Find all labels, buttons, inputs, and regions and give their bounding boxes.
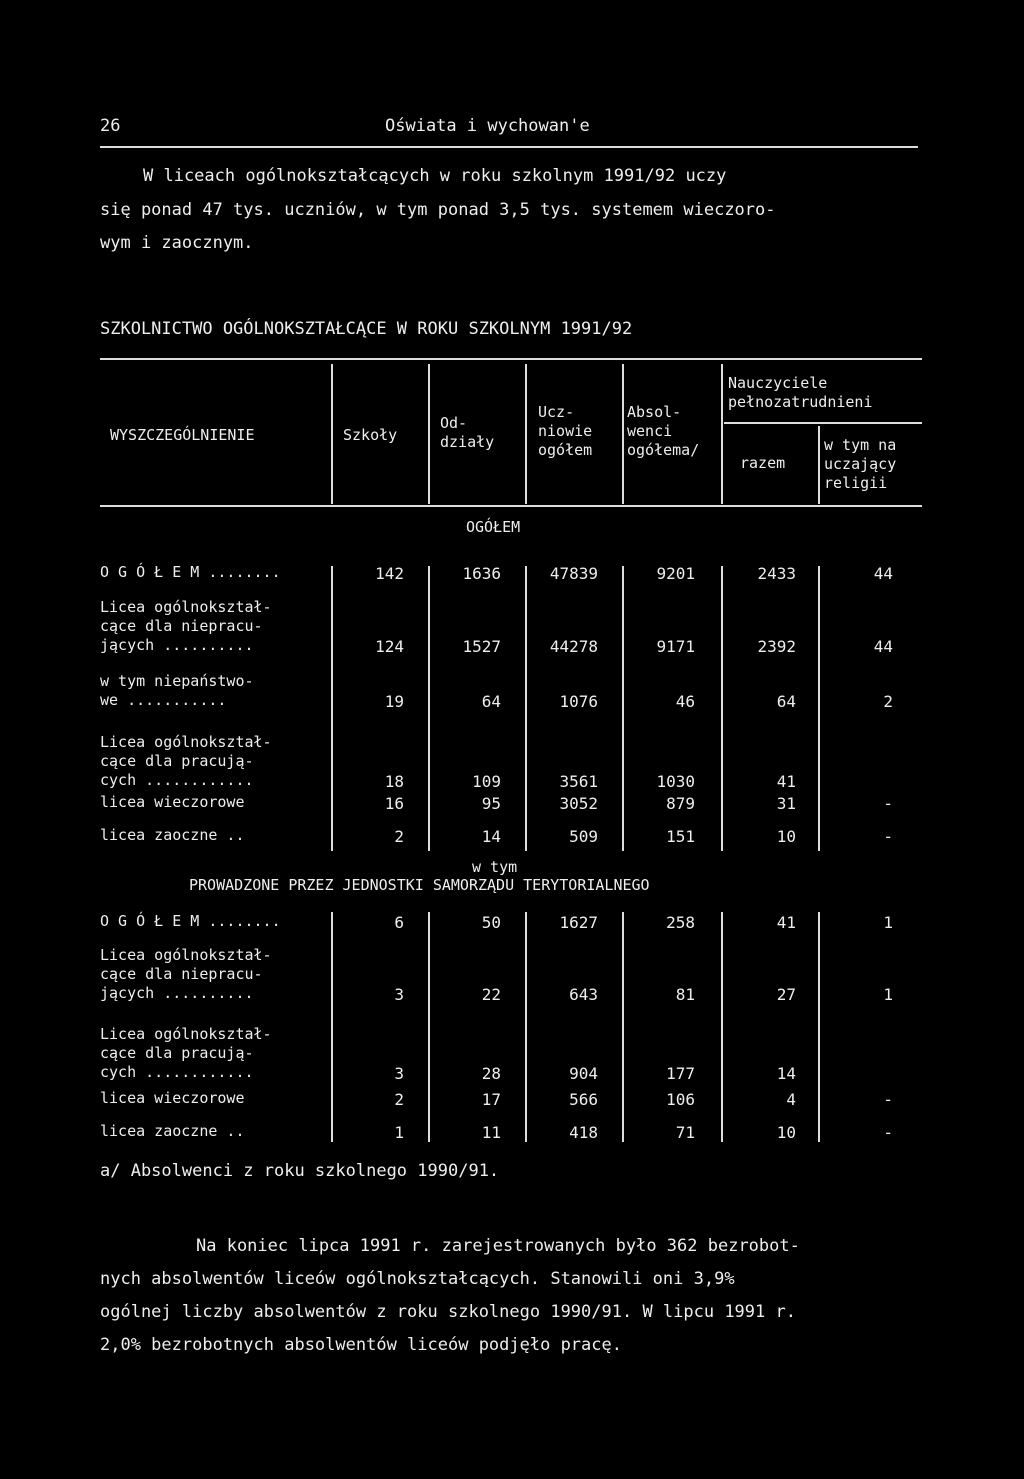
cell-value: 1627 xyxy=(559,913,598,932)
cell-value: 44 xyxy=(873,637,893,656)
intro-line: W liceach ogólnokształcących w roku szkolnym 1991/92 uczy xyxy=(143,166,727,186)
header-uczniowie-l3: ogółem xyxy=(538,441,593,459)
row-label: O G Ó Ł E M ........ xyxy=(100,563,281,581)
col-divider xyxy=(525,912,527,1142)
header-absolwenci xyxy=(627,403,699,460)
header-razem: razem xyxy=(740,454,786,472)
cell-value: 41 xyxy=(776,772,796,791)
cell-value: 2 xyxy=(394,827,404,846)
section-samorzad-wtym: w tym xyxy=(472,858,518,876)
teachers-subrule xyxy=(724,422,922,424)
cell-value: 258 xyxy=(666,913,695,932)
closing-line: ogólnej liczby absolwentów z roku szkolnego 1990/91. W lipcu 1991 r. xyxy=(100,1302,796,1322)
cell-value: 95 xyxy=(481,794,501,813)
header-bottom-rule xyxy=(100,505,922,507)
row-label: Licea ogólnokształ- xyxy=(100,946,272,964)
cell-value: 27 xyxy=(776,985,796,1004)
intro-line: się ponad 47 tys. uczniów, w tym ponad 3,5 tys. systemem wieczoro- xyxy=(100,200,776,220)
cell-value: 19 xyxy=(384,692,404,711)
cell-value: 124 xyxy=(375,637,404,656)
row-label: we ........... xyxy=(100,691,227,709)
cell-value: 109 xyxy=(472,772,501,791)
cell-value: 879 xyxy=(666,794,695,813)
header-oddzialy-l1: Od- xyxy=(440,414,468,432)
cell-value: 71 xyxy=(675,1123,695,1142)
cell-value: 1076 xyxy=(559,692,598,711)
cell-value: 64 xyxy=(481,692,501,711)
closing-line: 2,0% bezrobotnych absolwentów liceów podjęło pracę. xyxy=(100,1335,622,1355)
col-divider xyxy=(525,364,527,504)
col-divider xyxy=(721,364,723,504)
row-label: cych ............ xyxy=(100,771,254,789)
col-divider xyxy=(622,364,624,504)
cell-value: 31 xyxy=(776,794,796,813)
closing-line: nych absolwentów liceów ogólnokształcących. Stanowili oni 3,9% xyxy=(100,1269,735,1289)
col-divider xyxy=(331,566,333,851)
cell-value: 1 xyxy=(394,1123,404,1142)
header-religii xyxy=(824,436,896,493)
intro-line: wym i zaocznym. xyxy=(100,233,254,253)
table-top-rule xyxy=(100,358,922,360)
row-label: Licea ogólnokształ- xyxy=(100,598,272,616)
header-absolwenci-l2: wenci xyxy=(627,422,673,440)
table-title: SZKOLNICTWO OGÓLNOKSZTAŁCĄCE W ROKU SZKOLNYM 1991/92 xyxy=(100,319,633,339)
row-label: licea wieczorowe xyxy=(100,793,245,811)
cell-value: 50 xyxy=(481,913,501,932)
cell-value: 1 xyxy=(883,985,893,1004)
cell-value: 10 xyxy=(776,827,796,846)
col-divider xyxy=(428,912,430,1142)
header-absolwenci-l1: Absol- xyxy=(627,403,682,421)
cell-value: 11 xyxy=(481,1123,501,1142)
header-religii-l1: w tym na xyxy=(824,436,897,454)
cell-value: 3561 xyxy=(559,772,598,791)
section-ogolem-title: OGÓŁEM xyxy=(466,518,521,536)
row-label: licea wieczorowe xyxy=(100,1089,245,1107)
header-rule xyxy=(100,146,918,148)
cell-value: 14 xyxy=(776,1064,796,1083)
cell-value: 4 xyxy=(786,1090,796,1109)
cell-value: 1030 xyxy=(656,772,695,791)
page-number: 26 xyxy=(100,116,121,136)
cell-value: 418 xyxy=(569,1123,598,1142)
cell-value: - xyxy=(883,1090,893,1109)
col-divider xyxy=(622,912,624,1142)
cell-value: 81 xyxy=(675,985,695,1004)
cell-value: 18 xyxy=(384,772,404,791)
row-label: jących .......... xyxy=(100,636,254,654)
table-footnote: a/ Absolwenci z roku szkolnego 1990/91. xyxy=(100,1161,500,1181)
cell-value: 566 xyxy=(569,1090,598,1109)
col-divider xyxy=(818,426,820,504)
cell-value: 177 xyxy=(666,1064,695,1083)
cell-value: 16 xyxy=(384,794,404,813)
cell-value: 9171 xyxy=(656,637,695,656)
row-label: O G Ó Ł E M ........ xyxy=(100,912,281,930)
running-title: Oświata i wychowan'e xyxy=(385,116,590,136)
header-nauczyciele-l1: Nauczyciele xyxy=(728,374,828,392)
cell-value: 151 xyxy=(666,827,695,846)
row-label: cące dla pracują- xyxy=(100,1044,254,1062)
row-label: licea zaoczne .. xyxy=(100,826,245,844)
section-samorzad-title: PROWADZONE PRZEZ JEDNOSTKI SAMORZĄDU TERYTORIALNEGO xyxy=(189,876,650,894)
cell-value: 47839 xyxy=(549,564,598,583)
cell-value: 9201 xyxy=(656,564,695,583)
col-divider xyxy=(721,912,723,1142)
col-divider xyxy=(622,566,624,851)
row-label: cych ............ xyxy=(100,1063,254,1081)
cell-value: 3052 xyxy=(559,794,598,813)
cell-value: 3 xyxy=(394,1064,404,1083)
col-divider xyxy=(818,912,820,1142)
col-divider xyxy=(331,364,333,504)
cell-value: - xyxy=(883,827,893,846)
header-uczniowie xyxy=(538,403,592,460)
cell-value: - xyxy=(883,794,893,813)
row-label: licea zaoczne .. xyxy=(100,1122,245,1140)
header-religii-l2: uczający xyxy=(824,455,897,473)
col-divider xyxy=(428,364,430,504)
cell-value: 1527 xyxy=(462,637,501,656)
row-label: cące dla niepracu- xyxy=(100,965,263,983)
cell-value: 643 xyxy=(569,985,598,1004)
cell-value: 22 xyxy=(481,985,501,1004)
row-label: w tym niepaństwo- xyxy=(100,672,254,690)
row-label: cące dla pracują- xyxy=(100,752,254,770)
header-uczniowie-l2: niowie xyxy=(538,422,593,440)
cell-value: 6 xyxy=(394,913,404,932)
cell-value: 44 xyxy=(873,564,893,583)
col-divider xyxy=(721,566,723,851)
header-szkoly: Szkoły xyxy=(343,426,398,444)
header-nauczyciele xyxy=(728,374,873,412)
cell-value: 2 xyxy=(883,692,893,711)
cell-value: 1636 xyxy=(462,564,501,583)
cell-value: 28 xyxy=(481,1064,501,1083)
cell-value: 46 xyxy=(675,692,695,711)
row-label: Licea ogólnokształ- xyxy=(100,733,272,751)
cell-value: 509 xyxy=(569,827,598,846)
header-absolwenci-l3: ogółema/ xyxy=(627,441,700,459)
cell-value: 142 xyxy=(375,564,404,583)
cell-value: 106 xyxy=(666,1090,695,1109)
col-divider xyxy=(818,566,820,851)
col-divider xyxy=(525,566,527,851)
cell-value: 44278 xyxy=(549,637,598,656)
col-divider xyxy=(428,566,430,851)
cell-value: 64 xyxy=(776,692,796,711)
header-oddzialy-l2: działy xyxy=(440,433,495,451)
row-label: jących .......... xyxy=(100,984,254,1002)
cell-value: 2392 xyxy=(757,637,796,656)
closing-line: Na koniec lipca 1991 r. zarejestrowanych było 362 bezrobot- xyxy=(196,1236,800,1256)
row-label: cące dla niepracu- xyxy=(100,617,263,635)
header-uczniowie-l1: Ucz- xyxy=(538,403,575,421)
cell-value: 2 xyxy=(394,1090,404,1109)
cell-value: 904 xyxy=(569,1064,598,1083)
cell-value: 41 xyxy=(776,913,796,932)
cell-value: 10 xyxy=(776,1123,796,1142)
header-oddzialy xyxy=(440,414,494,452)
cell-value: 17 xyxy=(481,1090,501,1109)
col-divider xyxy=(331,912,333,1142)
cell-value: - xyxy=(883,1123,893,1142)
cell-value: 14 xyxy=(481,827,501,846)
cell-value: 1 xyxy=(883,913,893,932)
cell-value: 2433 xyxy=(757,564,796,583)
row-label: Licea ogólnokształ- xyxy=(100,1025,272,1043)
cell-value: 3 xyxy=(394,985,404,1004)
header-wyszczegolnienie: WYSZCZEGÓLNIENIE xyxy=(110,426,255,444)
header-religii-l3: religii xyxy=(824,474,888,492)
header-nauczyciele-l2: pełnozatrudnieni xyxy=(728,393,873,411)
